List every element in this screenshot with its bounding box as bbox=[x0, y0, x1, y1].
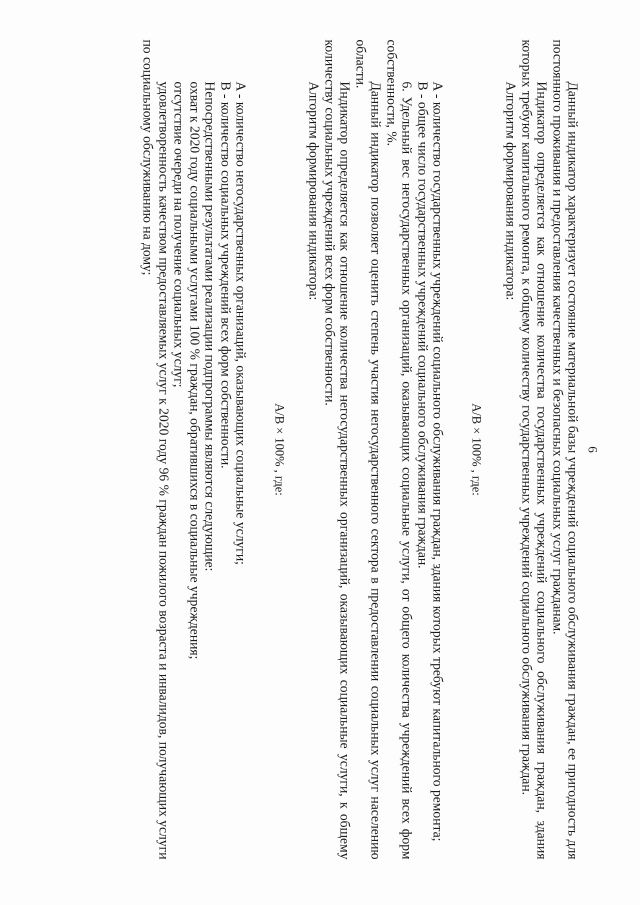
formula: A/B × 100% , где: bbox=[469, 403, 484, 496]
paragraph: удовлетворенность качеством предоставляемых услуг к 2020 году 96 % граждан пожилого возраста и инвалидов, получающих услуги по социальному обслуживанию на дому; bbox=[141, 39, 172, 860]
page-number: 6 bbox=[585, 446, 601, 453]
document-body bbox=[41, 40, 601, 860]
paragraph: Непосредственными результатами реализации подпрограммы являются следующие: bbox=[203, 81, 218, 572]
paragraph: Индикатор определяется как отношение количества государственных учреждений социального обслуживания граждан, здания которых требуют капитального ремонта, к общему количеству государственных учреждений социального обслуживания граждан. bbox=[519, 39, 550, 860]
paragraph: Индикатор определяется как отношение количества негосударственных организаций, оказывающих социальные услуги, к общему количеству социальных учреждений всех форм собственности. bbox=[322, 39, 353, 860]
paragraph: 6. Удельный вес негосударственных организаций, оказывающих социальные услуги, от общего количества учреждений всех форм собственности, %. bbox=[384, 39, 415, 860]
paragraph: A - количество негосударственных организаций, оказывающих социальные услуги; bbox=[234, 81, 249, 565]
rotated-frame bbox=[1, 0, 640, 905]
paragraph: Данный индикатор позволяет оценить степень участия негосударственного сектора в предоставлении социальных услуг населению области. bbox=[353, 39, 384, 860]
formula: A/B × 100% , где: bbox=[272, 403, 287, 496]
paragraph: B - количество социальных учреждений всех форм собственности. bbox=[218, 81, 234, 469]
paragraph: Алгоритм формирования индикатора: bbox=[307, 81, 322, 301]
paragraph: охват к 2020 году социальными услугами 100 % граждан, обратившихся в социальные учреждения; bbox=[187, 81, 203, 660]
paragraph: B - общее число государственных учреждений социального обслуживания граждан. bbox=[415, 81, 431, 569]
paragraph: A - количество государственных учреждений социального обслуживания граждан, здания которых требуют капитального ремонта; bbox=[431, 81, 446, 842]
paragraph: Данный индикатор характеризует состояние материальной базы учреждений социального обслуживания граждан, ее пригодность для постоянного проживания и предоставления качественных и безопасных социальных услуг гражданам. bbox=[550, 39, 581, 860]
paragraph: Алгоритм формирования индикатора: bbox=[504, 81, 519, 301]
paragraph: отсутствие очереди на получение социальных услуг; bbox=[172, 81, 187, 388]
